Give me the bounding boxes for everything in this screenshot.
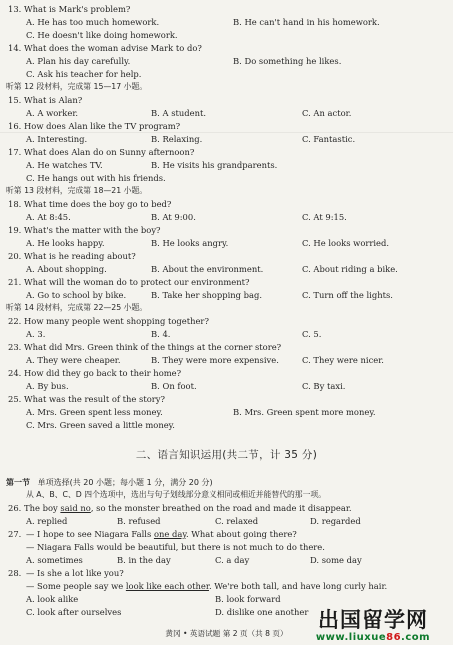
q27-option-c: C. a day	[215, 555, 250, 565]
question-13: 13. What is Mark's problem?	[8, 4, 131, 14]
question-15: 15. What is Alan?	[8, 95, 83, 105]
q18-option-c: C. At 9:15.	[302, 212, 347, 222]
question-22: 22. How many people went shopping together?	[8, 316, 209, 326]
part1-label: 第一节	[6, 478, 30, 487]
q27-option-a: A. sometimes	[26, 555, 83, 565]
q15-option-c: C. An actor.	[302, 108, 352, 118]
q17-option-b: B. He visits his grandparents.	[151, 160, 278, 170]
q16-option-c: C. Fantastic.	[302, 134, 356, 144]
q16-option-a: A. Interesting.	[26, 134, 88, 144]
q28-option-c: C. look after ourselves	[26, 607, 122, 617]
q14-option-a: A. Plan his day carefully.	[26, 56, 131, 66]
q26-option-c: C. relaxed	[215, 516, 259, 526]
q25-option-b: B. Mrs. Green spent more money.	[233, 407, 376, 417]
q16-option-b: B. Relaxing.	[151, 134, 203, 144]
question-16: 16. How does Alan like the TV program?	[8, 121, 181, 131]
q18-option-a: A. At 8:45.	[26, 212, 71, 222]
section-title: 二、语言知识运用(共二节，计 35 分)	[135, 449, 318, 461]
question-26: 26. The boy said no, so the monster breathed on the road and made it disappear.	[8, 503, 352, 513]
q28-number: 28.	[8, 568, 22, 578]
q14-option-c: C. Ask his teacher for help.	[26, 69, 142, 79]
q26-underlined: said no	[60, 503, 91, 513]
question-23: 23. What did Mrs. Green think of the things at the corner store?	[8, 342, 282, 352]
q26-option-b: B. refused	[117, 516, 161, 526]
q20-option-a: A. About shopping.	[26, 264, 107, 274]
q18-option-b: B. At 9:00.	[151, 212, 196, 222]
q15-option-a: A. A worker.	[26, 108, 79, 118]
q13-option-a: A. He has too much homework.	[26, 17, 160, 27]
q25-option-c: C. Mrs. Green saved a little money.	[26, 420, 175, 430]
q28-underlined: look like each other	[125, 581, 209, 591]
q23-option-a: A. They were cheaper.	[26, 355, 121, 365]
q26-option-d: D. regarded	[310, 516, 361, 526]
q27-option-d: D. some day	[310, 555, 362, 565]
watermark-url[interactable]: www.liuxue86.com	[315, 632, 431, 643]
instruction-passage-13: 听第 13 段材料，完成第 18—21 小题。	[6, 186, 148, 195]
q27-line1: — I hope to see Niagara Falls one day. What about going there?	[26, 529, 297, 539]
q26-option-a: A. replied	[26, 516, 68, 526]
q23-option-b: B. They were more expensive.	[151, 355, 279, 365]
site-watermark[interactable]	[297, 608, 449, 644]
q19-option-b: B. He looks angry.	[151, 238, 229, 248]
page-footer: 黄冈 • 英语试题 第 2 页（共 8 页）	[165, 629, 288, 638]
q24-option-c: C. By taxi.	[302, 381, 346, 391]
q13-option-c: C. He doesn't like doing homework.	[26, 30, 178, 40]
q27-underlined: one day	[153, 529, 186, 539]
q27-option-b: B. in the day	[117, 555, 171, 565]
question-20: 20. What is he reading about?	[8, 251, 136, 261]
q20-option-c: C. About riding a bike.	[302, 264, 398, 274]
q27-line2: — Niagara Falls would be beautiful, but there is not much to do there.	[26, 542, 325, 552]
question-18: 18. What time does the boy go to bed?	[8, 199, 172, 209]
q21-option-a: A. Go to school by bike.	[26, 290, 127, 300]
q22-option-a: A. 3.	[26, 329, 46, 339]
q17-option-a: A. He watches TV.	[26, 160, 103, 170]
question-21: 21. What will the woman do to protect our environment?	[8, 277, 250, 287]
q21-option-c: C. Turn off the lights.	[302, 290, 393, 300]
q13-option-b: B. He can't hand in his homework.	[233, 17, 380, 27]
q28-line1: — Is she a lot like you?	[26, 568, 124, 578]
q28-option-a: A. look alike	[26, 594, 79, 604]
q21-option-b: B. Take her shopping bag.	[151, 290, 263, 300]
question-24: 24. How did they go back to their home?	[8, 368, 182, 378]
q28-line2: — Some people say we look like each other. We're both tall, and have long curly hair.	[26, 581, 388, 591]
question-17: 17. What does Alan do on Sunny afternoon?	[8, 147, 195, 157]
q19-option-a: A. He looks happy.	[26, 238, 105, 248]
part1-description: 单项选择(共 20 小题；每小题 1 分，满分 20 分)	[37, 478, 213, 487]
instruction-passage-14: 听第 14 段材料，完成第 22—25 小题。	[6, 303, 148, 312]
q15-option-b: B. A student.	[151, 108, 206, 118]
question-25: 25. What was the result of the story?	[8, 394, 165, 404]
q14-option-b: B. Do something he likes.	[233, 56, 342, 66]
question-19: 19. What's the matter with the boy?	[8, 225, 161, 235]
q25-option-a: A. Mrs. Green spent less money.	[26, 407, 163, 417]
q23-option-c: C. They were nicer.	[302, 355, 384, 365]
q27-number: 27.	[8, 529, 22, 539]
q17-option-c: C. He hangs out with his friends.	[26, 173, 166, 183]
instruction-passage-12: 听第 12 段材料，完成第 15—17 小题。	[6, 82, 148, 91]
q28-option-d: D. dislike one another	[215, 607, 309, 617]
q22-option-c: C. 5.	[302, 329, 322, 339]
part1-heading	[6, 477, 213, 488]
q20-option-b: B. About the environment.	[151, 264, 264, 274]
q19-option-c: C. He looks worried.	[302, 238, 390, 248]
q28-option-b: B. look forward	[215, 594, 281, 604]
q22-option-b: B. 4.	[151, 329, 171, 339]
part1-instruction: 从 A、B、C、D 四个选项中，选出与句子划线部分意义相同或相近并能替代的那一项。	[26, 490, 326, 499]
q24-option-a: A. By bus.	[26, 381, 69, 391]
question-14: 14. What does the woman advise Mark to do?	[8, 43, 202, 53]
watermark-logo-text: 出国留学网	[318, 608, 428, 632]
q24-option-b: B. On foot.	[151, 381, 197, 391]
